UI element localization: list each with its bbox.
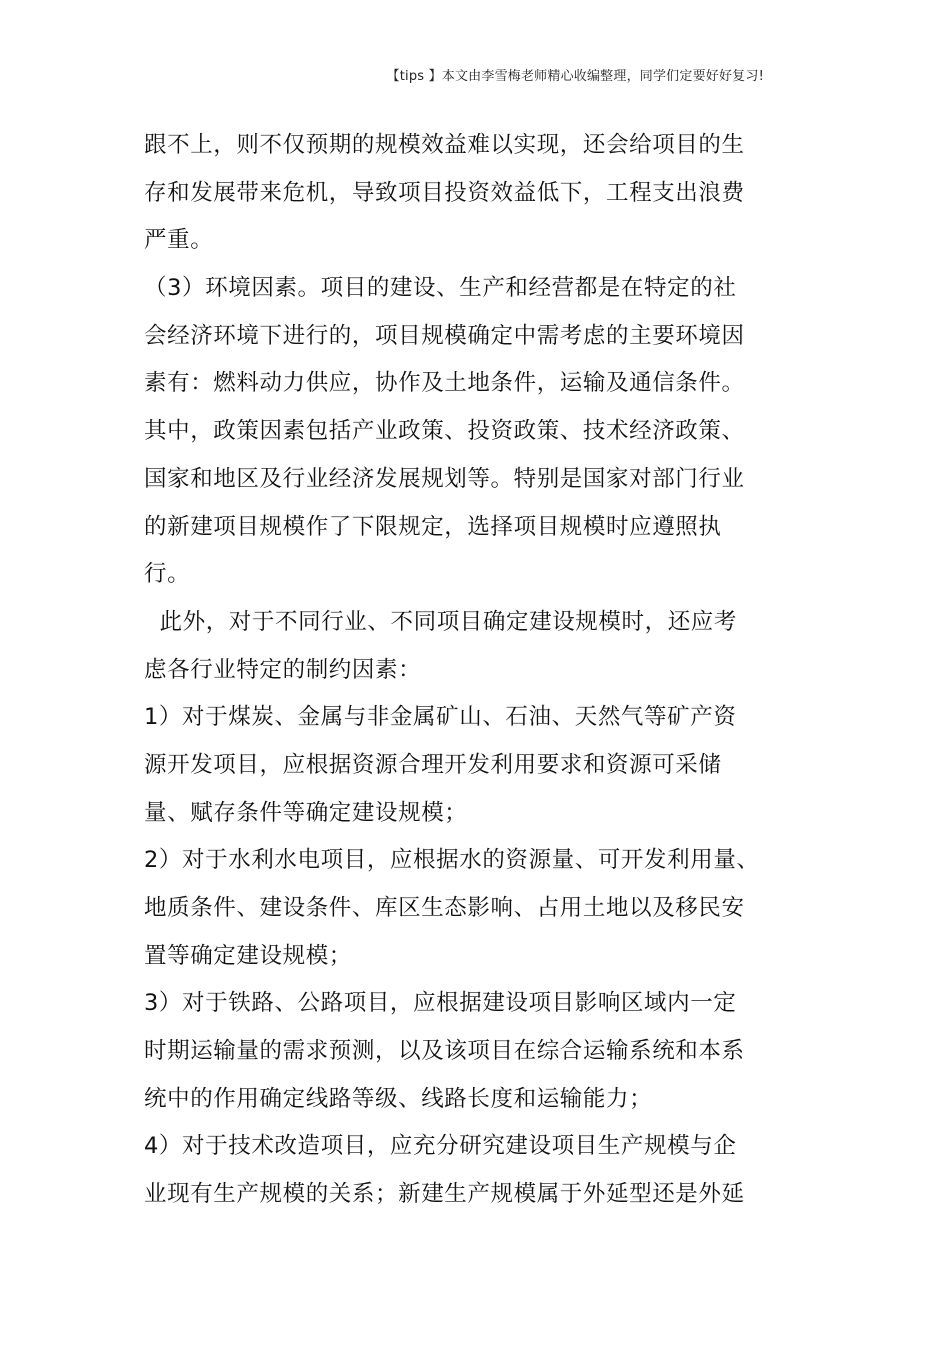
text-line: 时期运输量的需求预测，以及该项目在综合运输系统和本系 [144,1038,745,1065]
text-line: 跟不上，则不仅预期的规模效益难以实现，还会给项目的生 [144,132,745,158]
text-line: 会经济环境下进行的，项目规模确定中需考虑的主要环境因 [144,322,745,349]
text-line: 国家和地区及行业经济发展规划等。特别是国家对部门行业 [144,465,745,492]
text-line: 量、赋存条件等确定建设规模； [144,799,468,826]
text-line: 源开发项目，应根据资源合理开发利用要求和资源可采储 [144,751,722,778]
text-line: 统中的作用确定线路等级、线路长度和运输能力； [144,1085,653,1112]
text-line: 置等确定建设规模； [144,942,352,969]
text-line: 2）对于水利水电项目，应根据水的资源量、可开发利用量、 [144,847,760,874]
body-text [144,122,760,1219]
text-line: 4）对于技术改造项目，应充分研究建设项目生产规模与企 [144,1133,737,1160]
text-line: 3）对于铁路、公路项目，应根据建设项目影响区域内一定 [144,990,737,1017]
text-line: 此外，对于不同行业、不同项目确定建设规模时，还应考 [144,608,738,635]
text-line: 存和发展带来危机，导致项目投资效益低下，工程支出浪费 [144,179,745,206]
text-line: 地质条件、建设条件、库区生态影响、占用土地以及移民安 [144,895,745,921]
text-line: 其中，政策因素包括产业政策、投资政策、技术经济政策、 [144,418,745,445]
text-line: 1）对于煤炭、金属与非金属矿山、石油、天然气等矿产资 [144,704,737,731]
text-line: 虑各行业特定的制约因素： [144,656,422,683]
text-line: 行。 [144,561,191,588]
text-line: （3）环境因素。项目的建设、生产和经营都是在特定的社 [144,275,737,302]
text-line: 素有：燃料动力供应，协作及土地条件，运输及通信条件。 [144,370,745,397]
text-line: 的新建项目规模作了下限规定，选择项目规模时应遵照执 [144,513,722,540]
header-tip: 【tips 】本文由李雪梅老师精心收编整理，同学们定要好好复习! [386,69,764,84]
text-line: 业现有生产规模的关系；新建生产规模属于外延型还是外延 [144,1181,745,1208]
text-line: 严重。 [144,227,214,254]
